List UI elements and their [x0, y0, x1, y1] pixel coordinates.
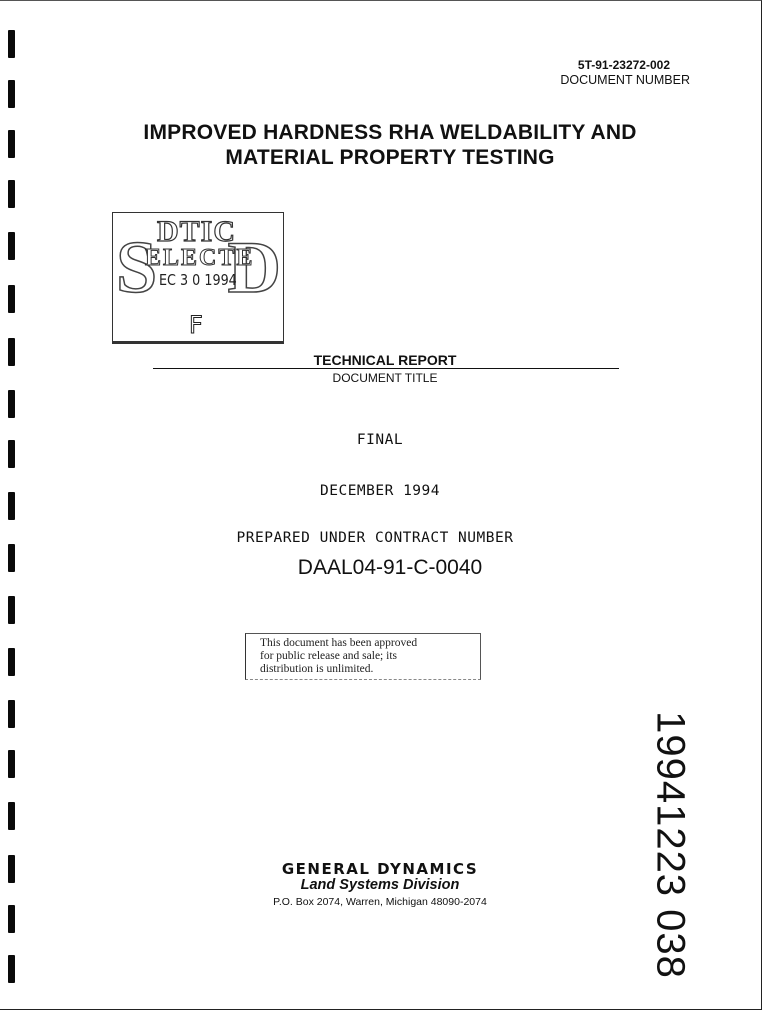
contract-label: PREPARED UNDER CONTRACT NUMBER	[236, 530, 514, 546]
binding-mark	[8, 180, 15, 208]
report-date: DECEMBER 1994	[320, 483, 440, 499]
report-title-line: MATERIAL PROPERTY TESTING	[225, 146, 555, 169]
report-type: TECHNICAL REPORT	[313, 352, 457, 368]
binding-mark	[8, 905, 15, 933]
binding-mark	[8, 802, 15, 830]
binding-mark	[8, 700, 15, 728]
binding-mark	[8, 232, 15, 260]
release-notice-line: for public release and sale; its	[260, 650, 397, 662]
binding-mark	[8, 955, 15, 983]
release-notice-line: distribution is unlimited.	[260, 663, 374, 675]
report-type-label: DOCUMENT TITLE	[332, 371, 438, 385]
binding-mark	[8, 285, 15, 313]
report-status: FINAL	[356, 432, 404, 448]
report-type-rule	[153, 368, 619, 369]
stamp-org: DTIC	[157, 215, 237, 248]
document-number: 5T-91-23272-002	[577, 58, 670, 72]
binding-mark	[8, 30, 15, 58]
binding-mark	[8, 492, 15, 520]
accession-number-stamp	[648, 711, 693, 979]
stamp-letter-d: D	[227, 227, 281, 309]
stamp-letter-s: S	[116, 227, 158, 309]
binding-mark	[8, 648, 15, 676]
binding-mark	[8, 440, 15, 468]
binding-mark	[8, 130, 15, 158]
dtic-stamp	[112, 212, 284, 344]
company-logo: GENERAL DYNAMICS	[281, 860, 479, 878]
stamp-status: ELECTE	[145, 245, 255, 271]
binding-mark	[8, 390, 15, 418]
release-notice	[245, 633, 481, 680]
stamp-date: EC 3 0 1994	[159, 271, 237, 289]
release-notice-line: This document has been approved	[260, 637, 418, 649]
stamp-grade: F	[189, 311, 203, 339]
binding-mark	[8, 750, 15, 778]
binding-mark	[8, 338, 15, 366]
binding-mark	[8, 544, 15, 572]
report-title	[90, 120, 690, 170]
binding-mark	[8, 596, 15, 624]
binding-mark	[8, 855, 15, 883]
company-address: P.O. Box 2074, Warren, Michigan 48090-2074	[273, 896, 487, 908]
contract-number: DAAL04-91-C-0040	[297, 556, 483, 579]
document-number-label: DOCUMENT NUMBER	[560, 73, 690, 87]
company-division: Land Systems Division	[300, 877, 460, 893]
binding-mark	[8, 80, 15, 108]
accession-number: 19941223 038	[648, 711, 693, 979]
report-title-line: IMPROVED HARDNESS RHA WELDABILITY AND	[143, 121, 637, 144]
